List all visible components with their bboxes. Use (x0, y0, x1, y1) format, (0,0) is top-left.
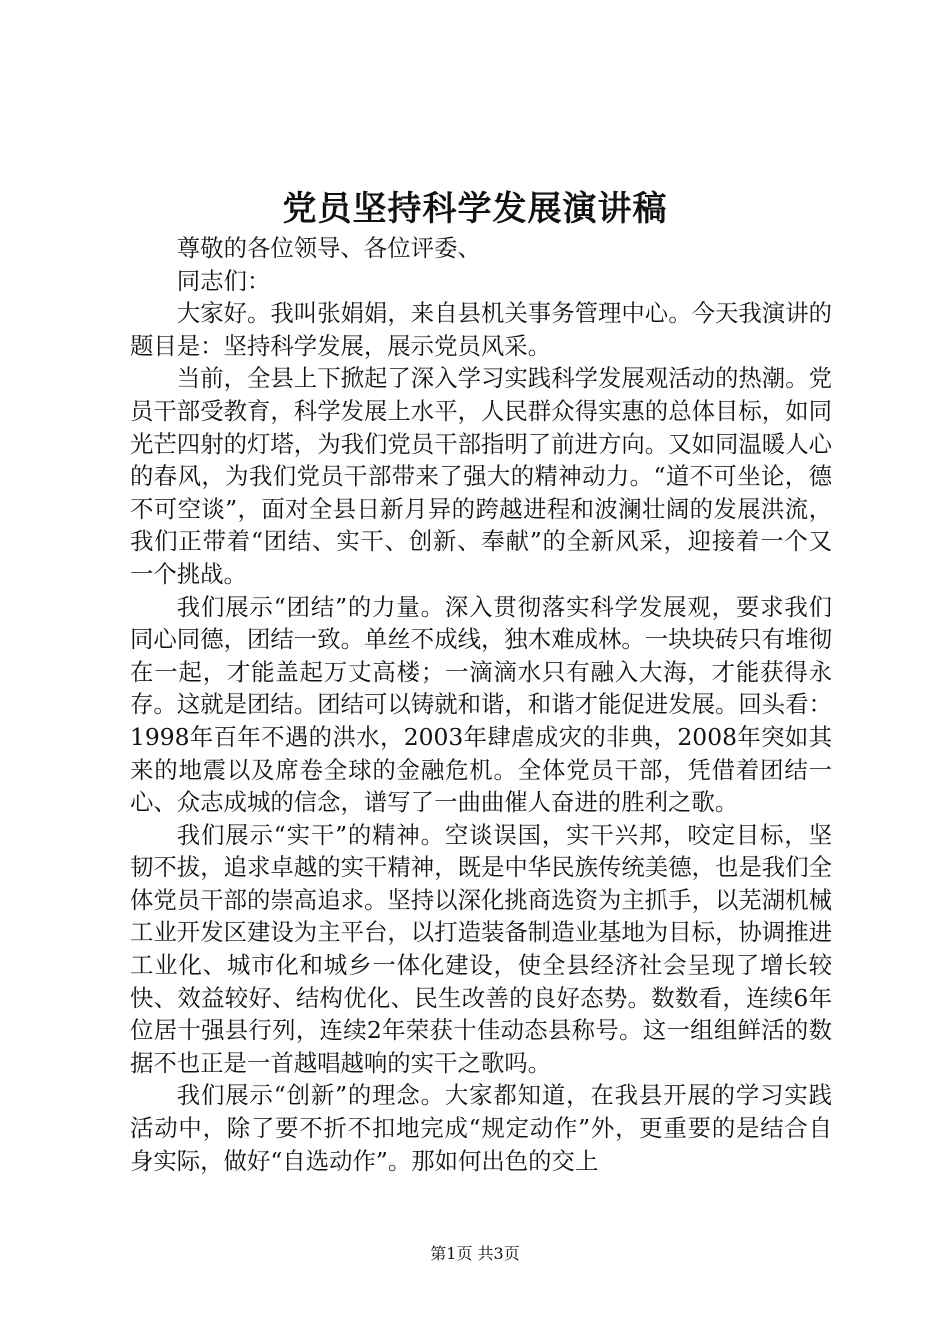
document-title: 党员坚持科学发展演讲稿 (282, 189, 668, 229)
paragraph-comrades: 同志们： (176, 266, 271, 295)
document-body (130, 232, 832, 1177)
paragraph-unity: 我们展示“团结”的力量。深入贯彻落实科学发展观，要求我们同心同德，团结一致。单丝不成线，独木难成林。一块块砖只有堆彻在一起，才能盖起万丈高楼；一滴滴水只有融入大海，才能获得永存。这就是团结。团结可以铸就和谐，和谐才能促进发展。回头看：1998年百年不遇的洪水，2003年肆虐成灾的非典，2008年突如其来的地震以及席卷全球的金融危机。全体党员干部，凭借着团结一心、众志成城的信念，谱写了一曲曲催人奋进的胜利之歌。 (130, 592, 832, 817)
paragraph-hard-work: 我们展示“实干”的精神。空谈误国，实干兴邦，咬定目标，坚韧不拔，追求卓越的实干精神，既是中华民族传统美德，也是我们全体党员干部的崇高追求。坚持以深化挑商选资为主抓手，以芜湖机械工业开发区建设为主平台，以打造装备制造业基地为目标，协调推进工业化、城市化和城乡一体化建设，使全县经济社会呈现了增长较快、效益较好、结构优化、民生改善的良好态势。数数看，连续6年位居十强县行列，连续2年荣获十佳动态县称号。这一组组鲜活的数据不也正是一首越唱越响的实干之歌吗。 (130, 820, 832, 1077)
paragraph-introduction: 大家好。我叫张娟娟，来自县机关事务管理中心。今天我演讲的题目是：坚持科学发展，展示党员风采。 (130, 299, 832, 360)
page-footer: 第1页 共3页 (430, 1244, 520, 1263)
paragraph-salutation: 尊敬的各位领导、各位评委、 (176, 234, 481, 262)
paragraph-current-situation: 当前，全县上下掀起了深入学习实践科学发展观活动的热潮。党员干部受教育，科学发展上水平，人民群众得实惠的总体目标，如同光芒四射的灯塔，为我们党员干部指明了前进方向。又如同温暖人心的春风，为我们党员干部带来了强大的精神动力。“道不可坐论，德不可空谈”，面对全县日新月异的跨越进程和波澜壮阔的发展洪流，我们正带着“团结、实干、创新、奉献”的全新风采，迎接着一个又一个挑战。 (130, 364, 832, 588)
paragraph-innovation: 我们展示“创新”的理念。大家都知道，在我县开展的学习实践活动中，除了要不折不扣地完成“规定动作”外，更重要的是结合自身实际，做好“自选动作”。那如何出色的交上 (130, 1081, 832, 1175)
